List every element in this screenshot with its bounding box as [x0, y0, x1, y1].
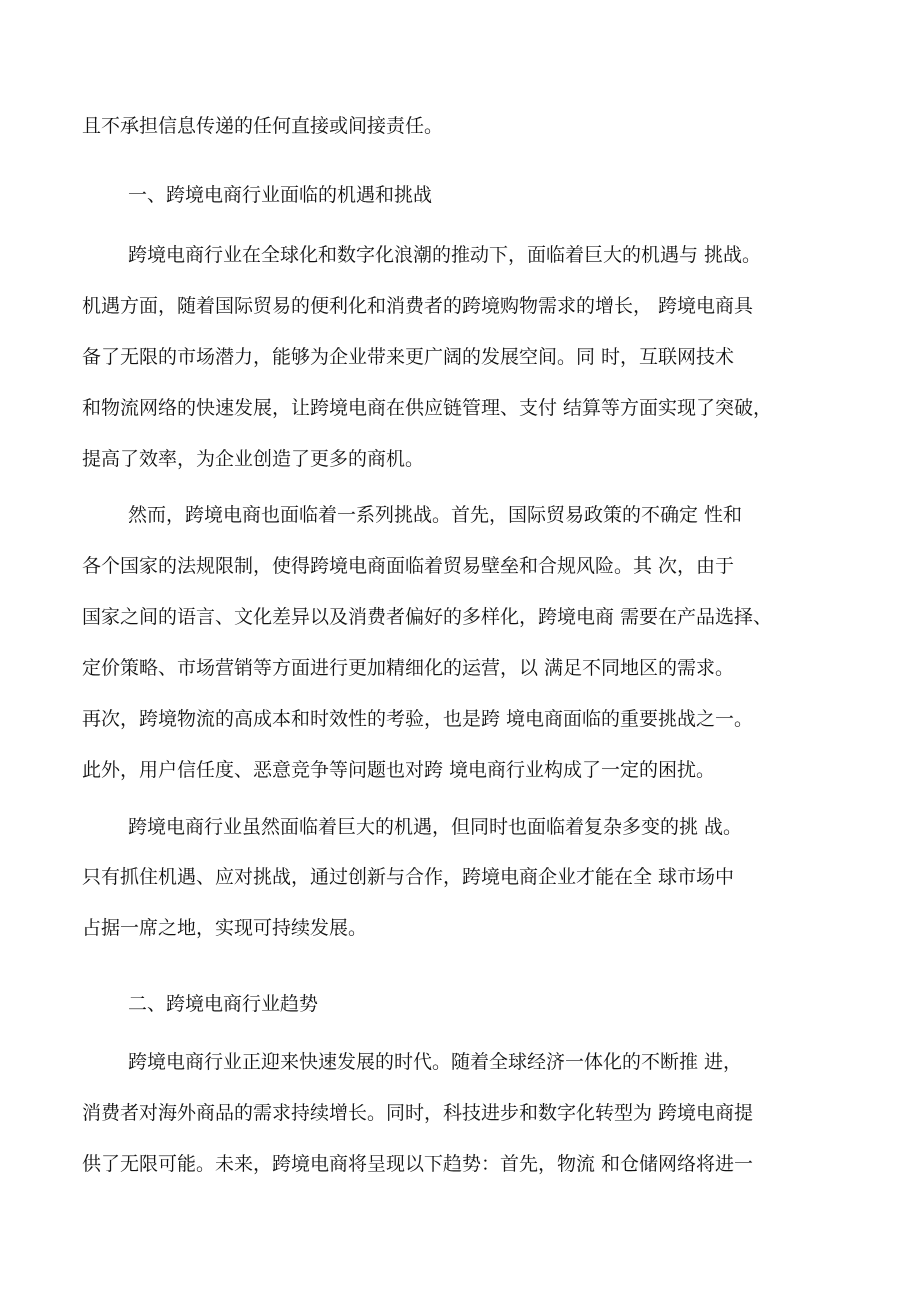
paragraph-line: 定价策略、市场营销等方面进行更加精细化的运营，以 满足不同地区的需求。: [82, 657, 735, 679]
paragraph-line: 再次，跨境物流的高成本和时效性的考验，也是跨 境电商面临的重要挑战之一。: [82, 708, 754, 730]
section-2-heading: 二、跨境电商行业趋势: [128, 993, 319, 1015]
intro-line: 且不承担信息传递的任何直接或间接责任。: [82, 115, 444, 137]
paragraph-line: 提高了效率，为企业创造了更多的商机。: [82, 448, 425, 470]
section-1-heading: 一、跨境电商行业面临的机遇和挑战: [128, 184, 433, 206]
paragraph-line: 然而，跨境电商也面临着一系列挑战。首先，国际贸易政策的不确定 性和: [128, 504, 743, 526]
paragraph-line: 各个国家的法规限制，使得跨境电商面临着贸易壁垒和合规风险。其 次，由于: [82, 555, 735, 577]
paragraph-line: 机遇方面，随着国际贸易的便利化和消费者的跨境购物需求的增长， 跨境电商具: [82, 295, 754, 317]
paragraph-line: 跨境电商行业在全球化和数字化浪潮的推动下，面临着巨大的机遇与 挑战。: [128, 244, 762, 266]
paragraph-line: 国家之间的语言、文化差异以及消费者偏好的多样化，跨境电商 需要在产品选择、: [82, 606, 773, 628]
paragraph-line: 跨境电商行业虽然面临着巨大的机遇，但同时也面临着复杂多变的挑 战。: [128, 816, 743, 838]
paragraph-line: 和物流网络的快速发展，让跨境电商在供应链管理、支付 结算等方面实现了突破，: [82, 397, 773, 419]
paragraph-line: 备了无限的市场潜力，能够为企业带来更广阔的发展空间。同 时，互联网技术: [82, 346, 735, 368]
paragraph-line: 只有抓住机遇、应对挑战，通过创新与合作，跨境电商企业才能在全 球市场中: [82, 866, 735, 888]
paragraph-line: 跨境电商行业正迎来快速发展的时代。随着全球经济一体化的不断推 进，: [128, 1051, 743, 1073]
paragraph-line: 消费者对海外商品的需求持续增长。同时，科技进步和数字化转型为 跨境电商提: [82, 1102, 754, 1124]
paragraph-line: 供了无限可能。未来，跨境电商将呈现以下趋势：首先，物流 和仓储网络将进一: [82, 1153, 754, 1175]
paragraph-line: 占据一席之地，实现可持续发展。: [82, 917, 368, 939]
paragraph-line: 此外，用户信任度、恶意竞争等问题也对跨 境电商行业构成了一定的困扰。: [82, 759, 716, 781]
